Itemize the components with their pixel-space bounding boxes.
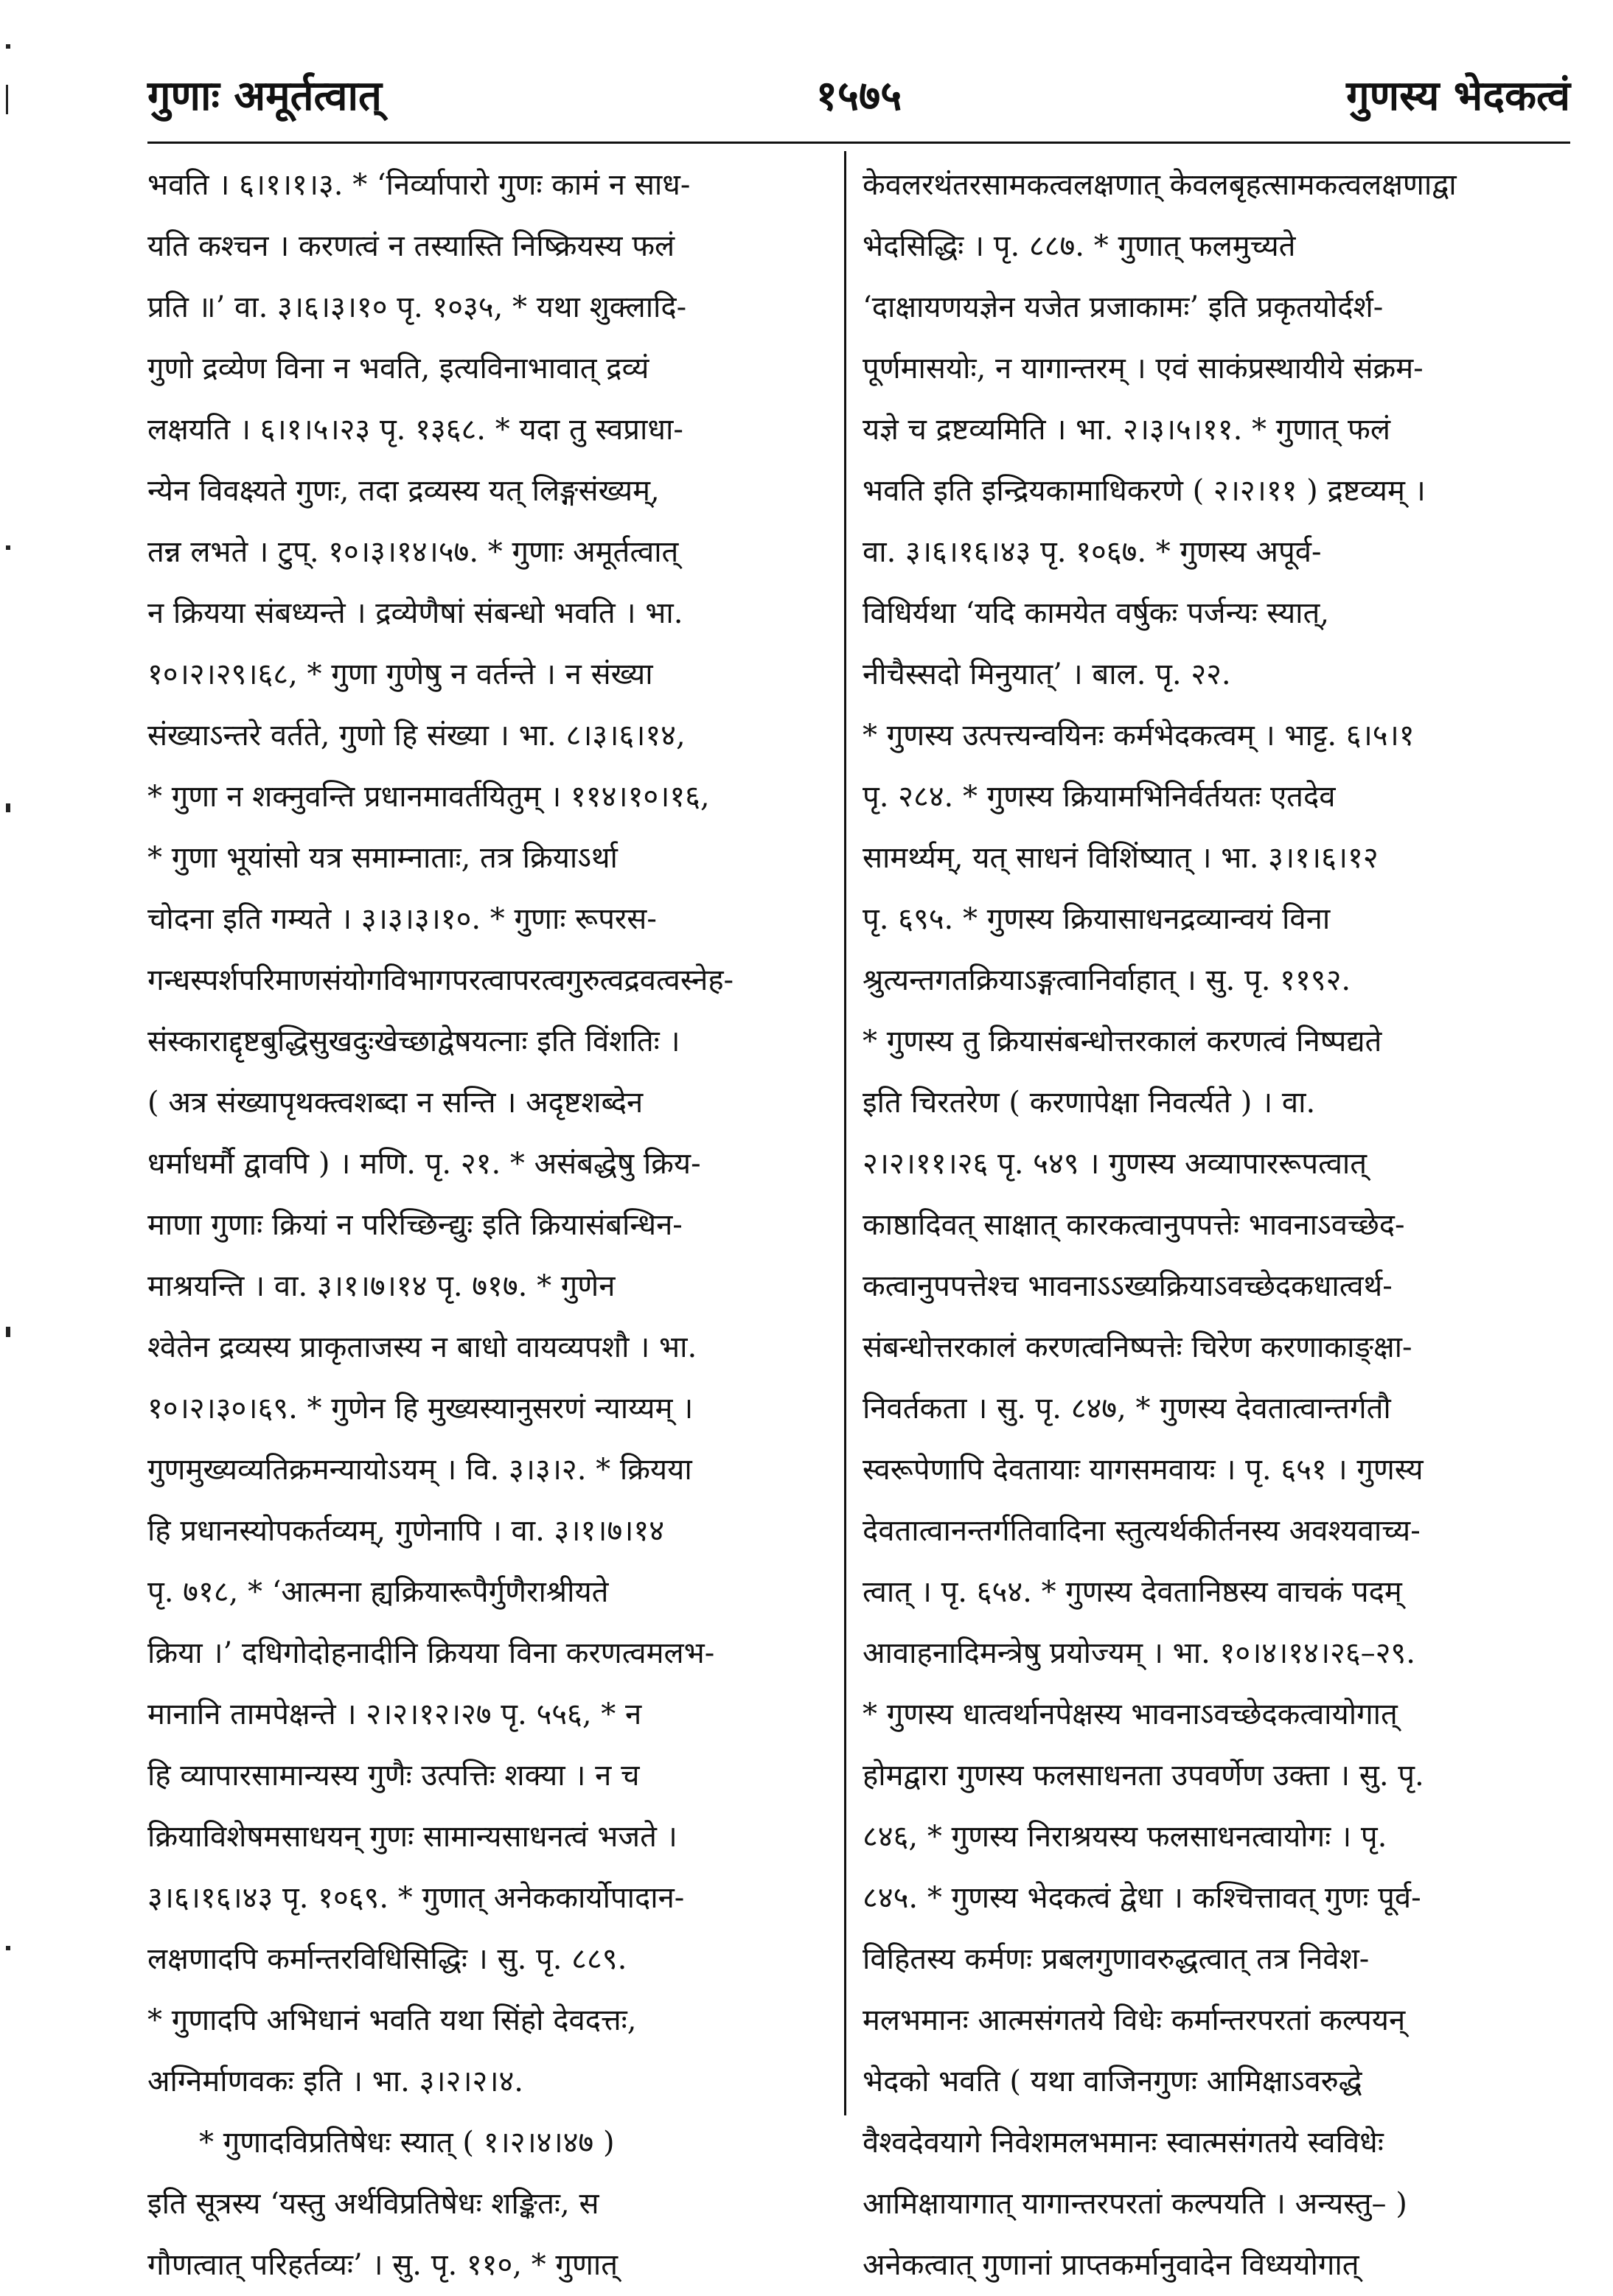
text-line: संख्याऽन्तरे वर्तते, गुणो हि संख्या । भा. ८।३।६।१४, (147, 719, 686, 753)
text-line: नीचैस्सदो मिनुयात्’ । बाल. पृ. २२. (863, 657, 1231, 691)
text-line: तन्न लभते । टुप्. १०।३।१४।५७. * गुणाः अमूर्तत्वात् (147, 535, 679, 569)
text-line: अग्निर्माणवकः इति । भा. ३।२।२।४. (147, 2065, 524, 2098)
text-line: वा. ३।६।१६।४३ पृ. १०६७. * गुणस्य अपूर्व- (863, 535, 1322, 569)
text-line: श्रुत्यन्तगतक्रियाऽङ्गत्वानिर्वाहात् । सु. पृ. ११९२. (863, 963, 1351, 997)
text-line: इति चिरतरेण ( करणापेक्षा निवर्त्यते ) । वा. (863, 1086, 1316, 1120)
page-header (147, 59, 1570, 133)
text-line: लक्षणादपि कर्मान्तरविधिसिद्धिः । सु. पृ. ८८९. (147, 1942, 627, 1976)
text-line: श्वेतेन द्रव्यस्य प्राकृताजस्य न बाधो वायव्यपशौ । भा. (147, 1330, 697, 1364)
text-line: भवति । ६।१।१।३. * ‘निर्व्यापारो गुणः कामं न साध- (147, 168, 691, 202)
text-line: क्रिया ।’ दधिगोदोहनादीनि क्रियया विना करणत्वमलभ- (147, 1636, 715, 1670)
text-line: कत्वानुपपत्तेश्च भावनाऽऽख्यक्रियाऽवच्छेदकधात्वर्थ- (863, 1269, 1393, 1303)
text-line: * गुणस्य उत्पत्त्यन्वयिनः कर्मभेदकत्वम् । भाट्ट. ६।५।१ (863, 719, 1415, 753)
text-line: न्येन विवक्ष्यते गुणः, तदा द्रव्यस्य यत् लिङ्गसंख्यम्, (147, 474, 660, 508)
text-line: हि व्यापारसामान्यस्य गुणैः उत्पत्तिः शक्या । न च (147, 1759, 640, 1793)
text-line: क्रियाविशेषमसाधयन् गुणः सामान्यसाधनत्वं भजते । (147, 1820, 677, 1854)
text-line: विहितस्य कर्मणः प्रबलगुणावरुद्धत्वात् तत्र निवेश- (863, 1942, 1370, 1976)
text-line: यति कश्चन । करणत्वं न तस्यास्ति निष्क्रियस्य फलं (147, 229, 675, 263)
text-line: देवतात्वानन्तर्गतिवादिना स्तुत्यर्थकीर्तनस्य अवश्यवाच्य- (863, 1514, 1421, 1548)
text-line: * गुणा भूयांसो यत्र समाम्नाताः, तत्र क्रियाऽर्था (147, 841, 618, 875)
text-line: २।२।११।२६ पृ. ५४९ । गुणस्य अव्यापाररूपत्वात् (863, 1147, 1368, 1181)
text-line: पृ. ७१८, * ‘आत्मना ह्यक्रियारूपैर्गुणैराश्रीयते (147, 1575, 609, 1609)
text-line: ३।६।१६।४३ पृ. १०६९. * गुणात् अनेककार्योपादान- (147, 1881, 685, 1915)
text-line: स्वरूपेणापि देवतायाः यागसमवायः । पृ. ६५१ । गुणस्य (863, 1453, 1424, 1487)
text-line: संबन्धोत्तरकालं करणत्वनिष्पत्तेः चिरेण करणाकाङ्क्षा- (863, 1330, 1412, 1364)
text-line: काष्ठादिवत् साक्षात् कारकत्वानुपपत्तेः भावनाऽवच्छेद- (863, 1208, 1405, 1242)
text-line: भेदको भवति ( यथा वाजिनगुणः आमिक्षाऽवरुद्धे (863, 2065, 1362, 2098)
text-line: इति सूत्रस्य ‘यस्तु अर्थविप्रतिषेधः शङ्कितः, स (147, 2187, 599, 2221)
page-number: १५७५ (815, 71, 902, 120)
text-line: भवति इति इन्द्रियकामाधिकरणे ( २।२।११ ) द्रष्टव्यम् । (863, 474, 1426, 508)
text-line: ( अत्र संख्यापृथक्त्वशब्दा न सन्ति । अदृष्टशब्देन (147, 1086, 644, 1120)
text-line: * गुणस्य धात्वर्थानपेक्षस्य भावनाऽवच्छेदकत्वायोगात् (863, 1697, 1398, 1731)
text-line: गन्धस्पर्शपरिमाणसंयोगविभागपरत्वापरत्वगुरुत्वद्रवत्वस्नेह- (147, 963, 734, 997)
text-line: १०।२।३०।६९. * गुणेन हि मुख्यस्यानुसरणं न्याय्यम् । (147, 1392, 694, 1426)
header-left-keyword: गुणाः अमूर्तत्वात् (147, 71, 382, 120)
text-line: प्रति ॥’ वा. ३।६।३।१० पृ. १०३५, * यथा शुक्लादि- (147, 290, 687, 324)
text-line: * गुणादविप्रतिषेधः स्यात् ( १।२।४।४७ ) (199, 2126, 615, 2160)
text-line: यज्ञे च द्रष्टव्यमिति । भा. २।३।५।११. * गुणात् फलं (863, 413, 1390, 447)
text-line: ‘दाक्षायणयज्ञेन यजेत प्रजाकामः’ इति प्रकृतयोर्दर्श- (863, 290, 1384, 324)
column-divider (844, 151, 846, 2115)
text-line: धर्माधर्मौ द्वावपि ) । मणि. पृ. २१. * असंबद्धेषु क्रिय- (147, 1147, 701, 1181)
header-rule (147, 142, 1570, 144)
left-column (147, 155, 826, 2282)
text-line: गौणत्वात् परिहर्तव्यः’ । सु. पृ. ११०, * गुणात् (147, 2248, 619, 2282)
text-line: माणा गुणाः क्रियां न परिच्छिन्द्युः इति क्रियासंबन्धिन- (147, 1208, 683, 1242)
margin-mark (6, 1327, 10, 1337)
text-line: माश्रयन्ति । वा. ३।१।७।१४ पृ. ७१७. * गुणेन (147, 1269, 616, 1303)
text-line: वैश्वदेवयागे निवेशमलभमानः स्वात्मसंगतये स्वविधेः (863, 2126, 1384, 2160)
text-line: हि प्रधानस्योपकर्तव्यम्, गुणेनापि । वा. ३।१।७।१४ (147, 1514, 665, 1548)
margin-mark (6, 803, 10, 812)
text-line: पृ. २८४. * गुणस्य क्रियामभिनिर्वर्तयतः एतदेव (863, 780, 1336, 814)
text-line: त्वात् । पृ. ६५४. * गुणस्य देवतानिष्ठस्य वाचकं पदम् (863, 1575, 1402, 1609)
text-line: सामर्थ्यम्, यत् साधनं विशिंष्यात् । भा. ३।१।६।१२ (863, 841, 1379, 875)
text-line: मानानि तामपेक्षन्ते । २।२।१२।२७ पृ. ५५६, * न (147, 1697, 642, 1731)
text-line: ८४५. * गुणस्य भेदकत्वं द्वेधा । कश्चित्तावत् गुणः पूर्व- (863, 1881, 1421, 1915)
document-page (147, 59, 1570, 2282)
margin-mark (6, 1946, 10, 1950)
text-line: निवर्तकता । सु. पृ. ८४७, * गुणस्य देवतात्वान्तर्गतौ (863, 1392, 1391, 1426)
text-line: न क्रियया संबध्यन्ते । द्रव्येणैषां संबन्धो भवति । भा. (147, 596, 683, 630)
text-line: * गुणस्य तु क्रियासंबन्धोत्तरकालं करणत्वं निष्पद्यते (863, 1025, 1382, 1058)
margin-mark (6, 44, 10, 49)
text-line: गुणो द्रव्येण विना न भवति, इत्यविनाभावात् द्रव्यं (147, 352, 649, 385)
text-line: भेदसिद्धिः । पृ. ८८७. * गुणात् फलमुच्यते (863, 229, 1296, 263)
text-line: ८४६, * गुणस्य निराश्रयस्य फलसाधनत्वायोगः । पृ. (863, 1820, 1387, 1854)
text-line: होमद्वारा गुणस्य फलसाधनता उपवर्णेण उक्ता । सु. पृ. (863, 1759, 1424, 1793)
text-line: * गुणादपि अभिधानं भवति यथा सिंहो देवदत्तः, (147, 2003, 637, 2037)
margin-mark (6, 545, 10, 550)
right-column (863, 155, 1541, 2282)
text-line: पृ. ६९५. * गुणस्य क्रियासाधनद्रव्यान्वयं विना (863, 902, 1331, 936)
text-line: विधिर्यथा ‘यदि कामयेत वर्षुकः पर्जन्यः स्यात्, (863, 596, 1330, 630)
text-line: चोदना इति गम्यते । ३।३।३।१०. * गुणाः रूपरस- (147, 902, 657, 936)
text-line: * गुणा न शक्नुवन्ति प्रधानमावर्तयितुम् । ११४।१०।१६, (147, 780, 710, 814)
text-line: मलभमानः आत्मसंगतये विधेः कर्मान्तरपरतां कल्पयन् (863, 2003, 1406, 2037)
margin-mark (6, 85, 8, 114)
text-line: केवलरथंतरसामकत्वलक्षणात् केवलबृहत्सामकत्वलक्षणाद्वा (863, 168, 1457, 202)
text-line: आमिक्षायागात् यागान्तरपरतां कल्पयति । अन्यस्तु– ) (863, 2187, 1407, 2221)
text-line: लक्षयति । ६।१।५।२३ पृ. १३६८. * यदा तु स्वप्राधा- (147, 413, 683, 447)
header-right-keyword: गुणस्य भेदकत्वं (1346, 71, 1570, 120)
text-line: १०।२।२९।६८, * गुणा गुणेषु न वर्तन्ते । न संख्या (147, 657, 653, 691)
text-line: पूर्णमासयोः, न यागान्तरम् । एवं साकंप्रस्थायीये संक्रम- (863, 352, 1424, 385)
text-line: गुणमुख्यव्यतिक्रमन्यायोऽयम् । वि. ३।३।२. * क्रियया (147, 1453, 692, 1487)
text-line: संस्काराद्दृष्टबुद्धिसुखदुःखेच्छाद्वेषयत्नाः इति विंशतिः । (147, 1025, 680, 1058)
text-line: अनेकत्वात् गुणानां प्राप्तकर्मानुवादेन विध्ययोगात् (863, 2248, 1359, 2282)
text-line: आवाहनादिमन्त्रेषु प्रयोज्यम् । भा. १०।४।१४।२६–२९. (863, 1636, 1415, 1670)
